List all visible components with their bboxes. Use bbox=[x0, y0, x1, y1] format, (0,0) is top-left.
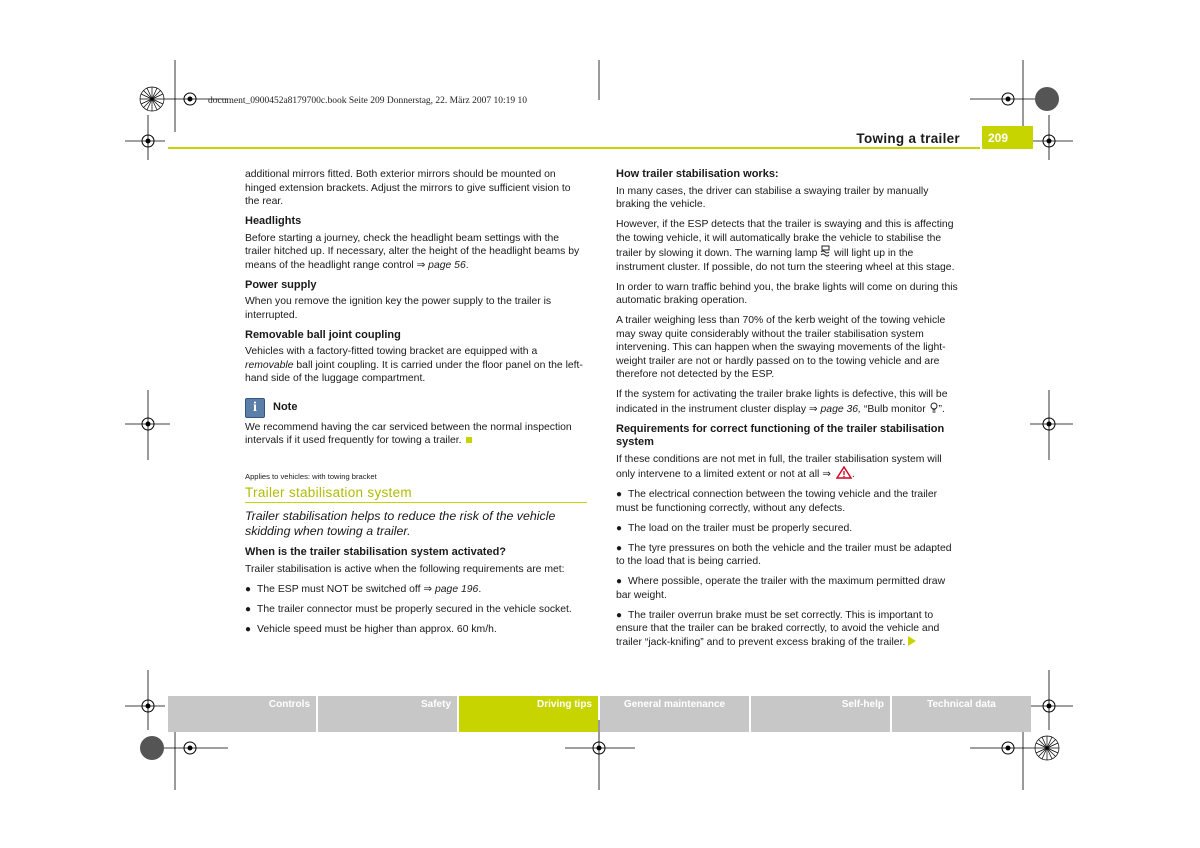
bullet-text: Where possible, operate the trailer with the maximum permitted draw bar weight. bbox=[616, 576, 946, 601]
bullet-icon: ● bbox=[616, 489, 623, 500]
bullet-icon: ● bbox=[616, 542, 623, 554]
headlights-paragraph: Before starting a journey, check the headlight beam settings with the trailer hitched up. If necessary, alter the height of the headlight beams by means of the headlight range control ⇒ page 56. bbox=[245, 232, 580, 271]
headlights-heading: Headlights bbox=[245, 215, 302, 227]
tab-controls[interactable]: Controls bbox=[168, 696, 316, 732]
how-heading: How trailer stabilisation works: bbox=[616, 168, 779, 180]
left-column bbox=[245, 168, 587, 643]
bullet-icon: ● bbox=[616, 576, 623, 587]
list-item: ● The ESP must NOT be switched off ⇒ page 196. bbox=[245, 583, 482, 595]
requirements-text: If these conditions are not met in full, the trailer stabilisation system will only intervene to a limited extent or not at all bbox=[616, 453, 942, 480]
section-title: Trailer stabilisation system bbox=[245, 484, 412, 500]
bullet-text: The ESP must NOT be switched off bbox=[257, 583, 421, 595]
end-marker-icon bbox=[466, 437, 472, 443]
how-paragraph-1: In many cases, the driver can stabilise a swaying trailer by manually braking the vehicle. bbox=[616, 185, 929, 210]
how-paragraph-5 bbox=[616, 388, 961, 416]
power-supply-paragraph: When you remove the ignition key the power supply to the trailer is interrupted. bbox=[245, 296, 552, 321]
list-item bbox=[616, 488, 961, 515]
ball-joint-paragraph bbox=[245, 345, 587, 386]
bullet-text: The load on the trailer must be properly secured. bbox=[628, 522, 853, 534]
how-p5-end: ”. bbox=[938, 403, 945, 415]
bullet-icon: ● bbox=[245, 603, 252, 615]
page-ref-link[interactable]: page 36, bbox=[820, 403, 861, 415]
how-p2-post: will light up in the instrument cluster. If possible, do not turn the steering wheel at this stage. bbox=[616, 248, 955, 273]
activated-paragraph: Trailer stabilisation is active when the following requirements are met: bbox=[245, 563, 565, 575]
bullet-text: The trailer overrun brake must be set correctly. This is important to ensure that the trailer can be braked correctly, to avoid the vehicle and trailer “jack-knifing” and to prevent excess braking of the trailer. bbox=[616, 609, 940, 648]
trailer-warning-lamp-icon bbox=[820, 245, 831, 257]
info-note-icon: i bbox=[245, 398, 265, 418]
page-ref-link[interactable]: page 56 bbox=[428, 259, 466, 271]
bullet-icon: ● bbox=[245, 583, 252, 595]
tab-safety[interactable]: Safety bbox=[318, 696, 457, 732]
list-item bbox=[616, 575, 961, 602]
headlights-text: Before starting a journey, check the headlight beam settings with the trailer hitched up. If necessary, alter the height of the headlight beams by means of the headlight range control bbox=[245, 232, 580, 271]
arrow-icon: ⇒ bbox=[822, 469, 831, 480]
bullet-text: The trailer connector must be properly secured in the vehicle socket. bbox=[257, 603, 572, 615]
ball-text-pre: Vehicles with a factory-fitted towing bracket are equipped with a bbox=[245, 346, 538, 357]
how-paragraph-2 bbox=[616, 218, 961, 274]
tab-technical-data[interactable]: Technical data bbox=[892, 696, 1031, 732]
intro-paragraph: additional mirrors fitted. Both exterior mirrors should be mounted on hinged extension brackets. Adjust the mirrors to give sufficient vision to the rear. bbox=[245, 169, 571, 207]
ball-text-post: ball joint coupling. It is carried under the floor panel on the left-hand side of the luggage compartment. bbox=[245, 359, 583, 384]
print-info: document_0900452a8179700c.book Seite 209 Donnerstag, 22. März 2007 10:19 10 bbox=[208, 96, 527, 106]
section-rule bbox=[245, 502, 587, 503]
bullet-icon: ● bbox=[616, 609, 623, 621]
applies-to: Applies to vehicles: with towing bracket bbox=[245, 471, 377, 481]
how-p2-pre: However, if the ESP detects that the trailer is swaying and this is affecting the towing vehicle, it will automatically brake the vehicle to stabilise the trailer by slowing it down. The warning lamp bbox=[616, 219, 954, 259]
list-item bbox=[245, 623, 587, 637]
how-paragraph-3: In order to warn traffic behind you, the brake lights will come on during this automatic braking operation. bbox=[616, 281, 958, 306]
list-item bbox=[245, 603, 587, 617]
bulb-monitor-icon bbox=[929, 402, 939, 413]
bullet-icon: ● bbox=[616, 522, 623, 534]
bullet-text: The electrical connection between the towing vehicle and the trailer must be functioning correctly, without any defects. bbox=[616, 489, 938, 514]
list-item bbox=[616, 542, 961, 569]
footer-nav bbox=[168, 696, 1033, 732]
ball-text-italic: removable bbox=[245, 359, 294, 371]
arrow-icon: ⇒ bbox=[423, 583, 433, 595]
requirements-heading: Requirements for correct functioning of the trailer stabilisation system bbox=[616, 422, 945, 448]
ball-joint-heading: Removable ball joint coupling bbox=[245, 328, 401, 341]
warning-triangle-icon[interactable] bbox=[836, 466, 852, 479]
note-title: Note bbox=[273, 400, 298, 413]
arrow-icon: ⇒ bbox=[416, 259, 426, 271]
activated-heading: When is the trailer stabilisation system activated? bbox=[245, 546, 507, 558]
note-text: We recommend having the car serviced between the normal inspection intervals if it used frequently for towing a trailer. bbox=[245, 421, 572, 446]
how-paragraph-4: A trailer weighing less than 70% of the kerb weight of the towing vehicle may sway quite considerably without the trailer stabilisation system intervening. This can happen when the swaying movements of the light-weight trailer are not or hardly passed on to the towing vehicle and are therefore not detected by the ESP. bbox=[616, 315, 946, 380]
how-p5-post: “Bulb monitor bbox=[863, 403, 926, 415]
tab-driving-tips[interactable]: Driving tips bbox=[459, 696, 598, 732]
lead-paragraph: Trailer stabilisation helps to reduce the risk of the vehicle skidding when towing a trailer. bbox=[245, 508, 556, 538]
bullet-text: The tyre pressures on both the vehicle and the trailer must be adapted to the load that is being carried. bbox=[616, 542, 952, 567]
arrow-icon: ⇒ bbox=[808, 403, 818, 415]
bullet-icon: ● bbox=[245, 623, 252, 635]
page-number: 209 bbox=[982, 126, 1033, 149]
note-paragraph bbox=[245, 421, 587, 448]
header-title: Towing a trailer bbox=[856, 131, 960, 146]
note-header bbox=[245, 398, 587, 418]
list-item bbox=[616, 522, 961, 536]
tab-self-help[interactable]: Self-help bbox=[751, 696, 890, 732]
continue-arrow-icon[interactable] bbox=[908, 636, 916, 646]
bullet-text: Vehicle speed must be higher than approx. 60 km/h. bbox=[257, 623, 497, 635]
power-supply-heading: Power supply bbox=[245, 278, 317, 291]
header-rule bbox=[168, 147, 980, 149]
page-ref-link[interactable]: page 196 bbox=[435, 583, 479, 595]
list-item bbox=[616, 609, 961, 650]
how-p5-pre: If the system for activating the trailer brake lights is defective, this will be indicated in the instrument cluster display bbox=[616, 389, 948, 415]
requirements-paragraph: If these conditions are not met in full, the trailer stabilisation system will only intervene to a limited extent or not at all ⇒ . bbox=[616, 453, 942, 480]
right-column bbox=[616, 168, 961, 656]
tab-general-maintenance[interactable]: General maintenance bbox=[600, 696, 749, 732]
